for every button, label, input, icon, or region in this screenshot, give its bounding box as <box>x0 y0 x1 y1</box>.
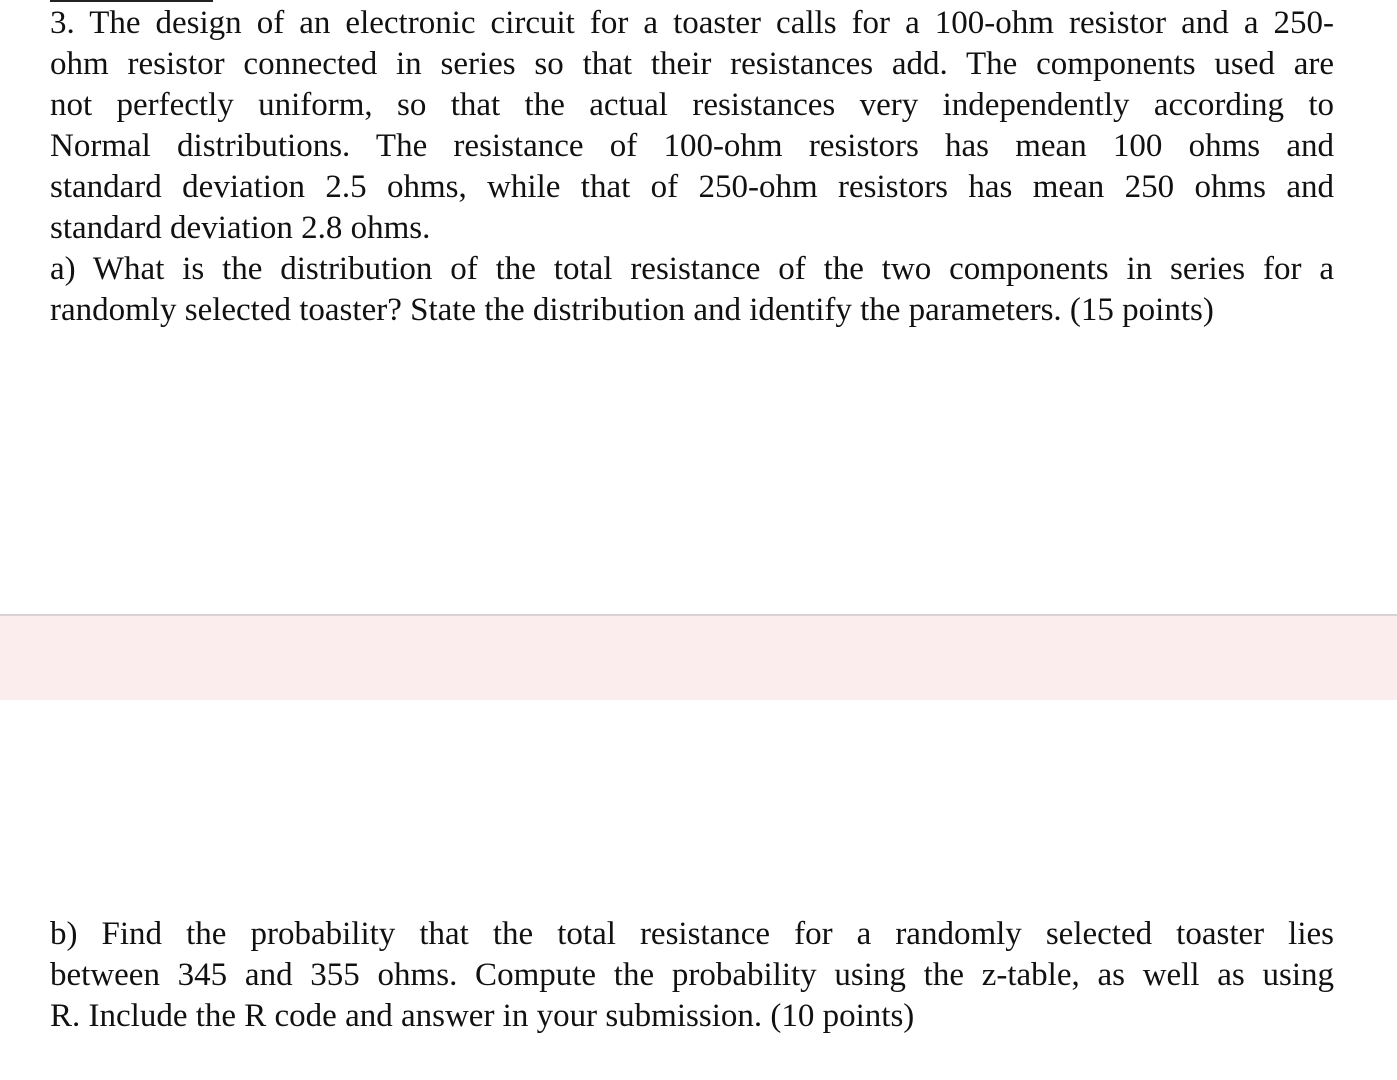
text-line: standard deviation 2.8 ohms. <box>50 210 431 246</box>
text-line: between 345 and 355 ohms. Compute the probability using the z-table, as well as using <box>50 957 1334 993</box>
text-line: b) Find the probability that the total resistance for a randomly selected toaster lies <box>50 916 1334 952</box>
text-line: a) What is the distribution of the total resistance of the two components in series for a <box>50 251 1334 287</box>
text-line: 3. The design of an electronic circuit for a toaster calls for a 100-ohm resistor and a 250- <box>50 5 1334 41</box>
question-intro <box>50 3 1334 249</box>
text-line: ohm resistor connected in series so that their resistances add. The components used are <box>50 46 1334 82</box>
text-line: randomly selected toaster? State the distribution and identify the parameters. (15 points) <box>50 292 1214 328</box>
question-part-a <box>50 249 1334 331</box>
top-rule <box>50 0 213 2</box>
text-line: not perfectly uniform, so that the actual resistances very independently according to <box>50 87 1334 123</box>
text-line: Normal distributions. The resistance of 100-ohm resistors has mean 100 ohms and <box>50 128 1334 164</box>
question-part-b <box>50 914 1334 1037</box>
text-line: R. Include the R code and answer in your submission. (10 points) <box>50 998 915 1034</box>
text-line: standard deviation 2.5 ohms, while that of 250-ohm resistors has mean 250 ohms and <box>50 169 1334 205</box>
page-separator <box>0 614 1397 700</box>
